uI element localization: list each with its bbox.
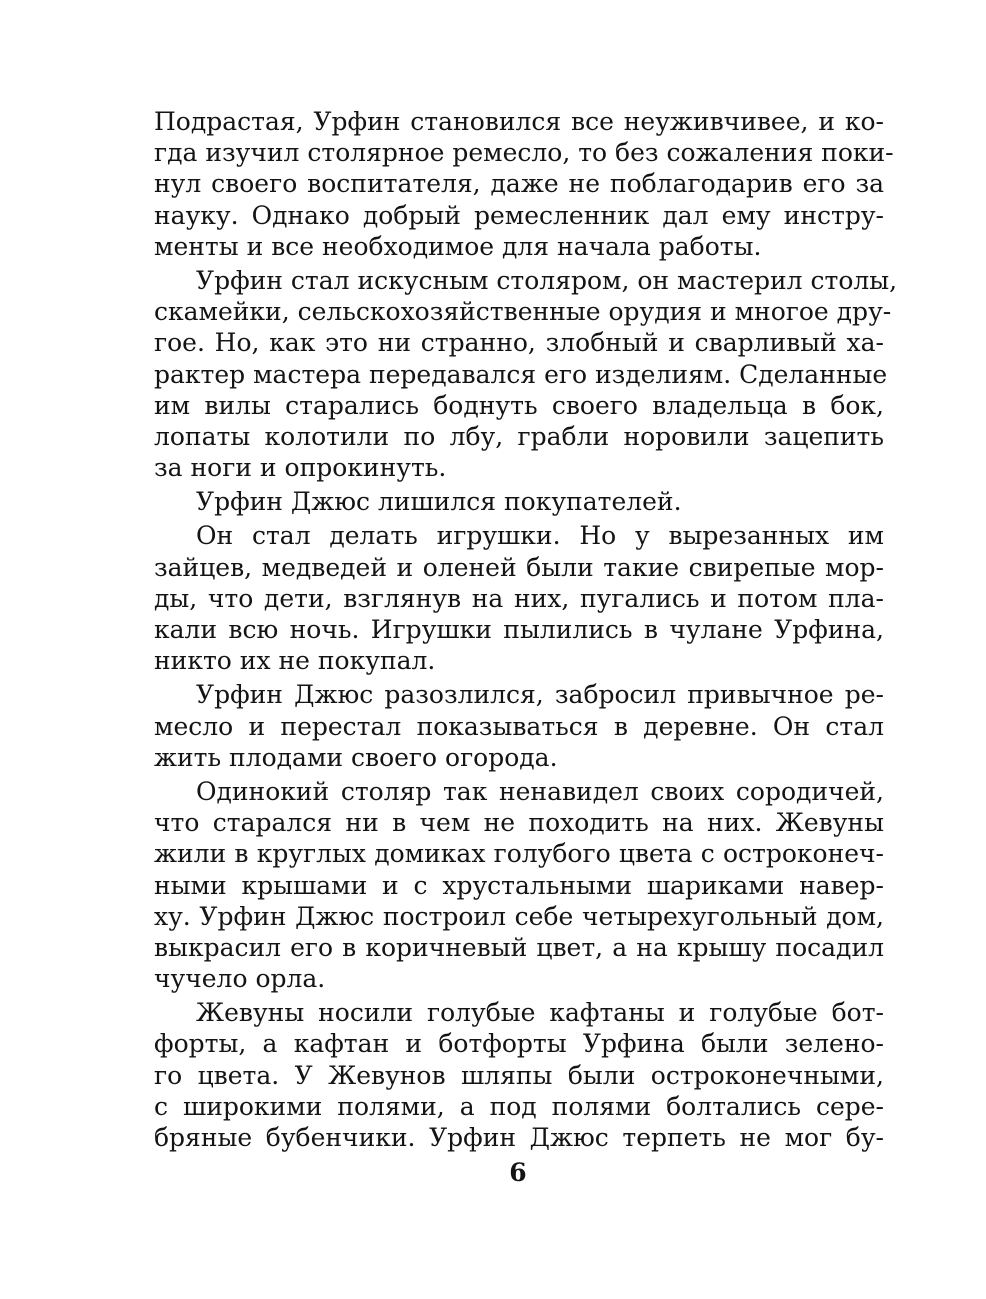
text-line: им вилы старались боднуть своего владельца в бок, [154,390,884,420]
paragraph [154,265,898,483]
text-line: месло и перестал показываться в деревне. Он стал [154,711,884,741]
text-line: жили в круглых домиках голубого цвета с остроконеч- [154,839,884,869]
text-line: что старался ни в чем не походить на них. Жевуны [154,808,884,838]
text-line: Подрастая, Урфин становился все неуживчивее, и ко- [154,107,884,136]
text-line: рактер мастера передавался его изделиям. Сделанные [154,359,888,389]
text-line: с широкими полями, а под полями болтались сере- [154,1091,884,1121]
text-line: Одинокий столяр так ненавидел своих сородичей, [196,776,884,806]
text-line: лопаты колотили по лбу, грабли норовили зацепить [154,421,884,451]
text-line: выкрасил его в коричневый цвет, а на крышу посадил [154,932,884,962]
text-line: бряные бубенчики. Урфин Джюс терпеть не мог бу- [154,1123,884,1152]
page-number: 6 [509,1158,527,1187]
text-line: гда изучил столярное ремесло, то без сожаления поки- [154,138,894,168]
text-line: Жевуны носили голубые кафтаны и голубые бот- [196,998,884,1028]
text-line: форты, а кафтан и ботфорты Урфина были зелено- [154,1029,884,1059]
paragraph [154,486,884,517]
paragraph [154,997,884,1153]
text-line: Урфин стал искусным столяром, он мастерил столы, [196,265,898,295]
text-line: за ноги и опрокинуть. [154,453,447,483]
text-line: ху. Урфин Джюс построил себе четырехугольный дом, [154,901,884,931]
text-line: нул своего воспитателя, даже не поблагодарив его за [154,169,884,199]
paragraph [154,776,884,994]
text-line: зайцев, медведей и оленей были такие свирепые мор- [154,552,884,582]
text-line: науку. Однако добрый ремесленник дал ему инстру- [154,200,884,230]
text-line: Он стал делать игрушки. Но у вырезанных им [196,521,884,551]
text-line: кали всю ночь. Игрушки пылились в чулане Урфина, [154,615,884,644]
text-line: го цвета. У Жевунов шляпы были остроконечными, [154,1060,884,1090]
text-line: никто их не покупал. [154,646,436,676]
body-text [154,106,898,1156]
text-line: гое. Но, как это ни странно, злобный и сварливый ха- [154,328,884,358]
text-line: ными крышами и с хрустальными шариками навер- [154,870,884,900]
text-line: Урфин Джюс лишился покупателей. [196,487,682,517]
text-line: жить плодами своего огорода. [154,742,558,772]
paragraph [154,106,894,262]
paragraph [154,679,884,773]
paragraph [154,520,884,676]
text-line: скамейки, сельскохозяйственные орудия и многое дру- [154,297,892,327]
text-line: Урфин Джюс разозлился, забросил привычное ре- [196,680,884,710]
text-line: менты и все необходимое для начала работы. [154,231,762,261]
text-line: ды, что дети, взглянув на них, пугались и потом пла- [154,583,884,613]
text-line: чучело орла. [154,964,326,994]
